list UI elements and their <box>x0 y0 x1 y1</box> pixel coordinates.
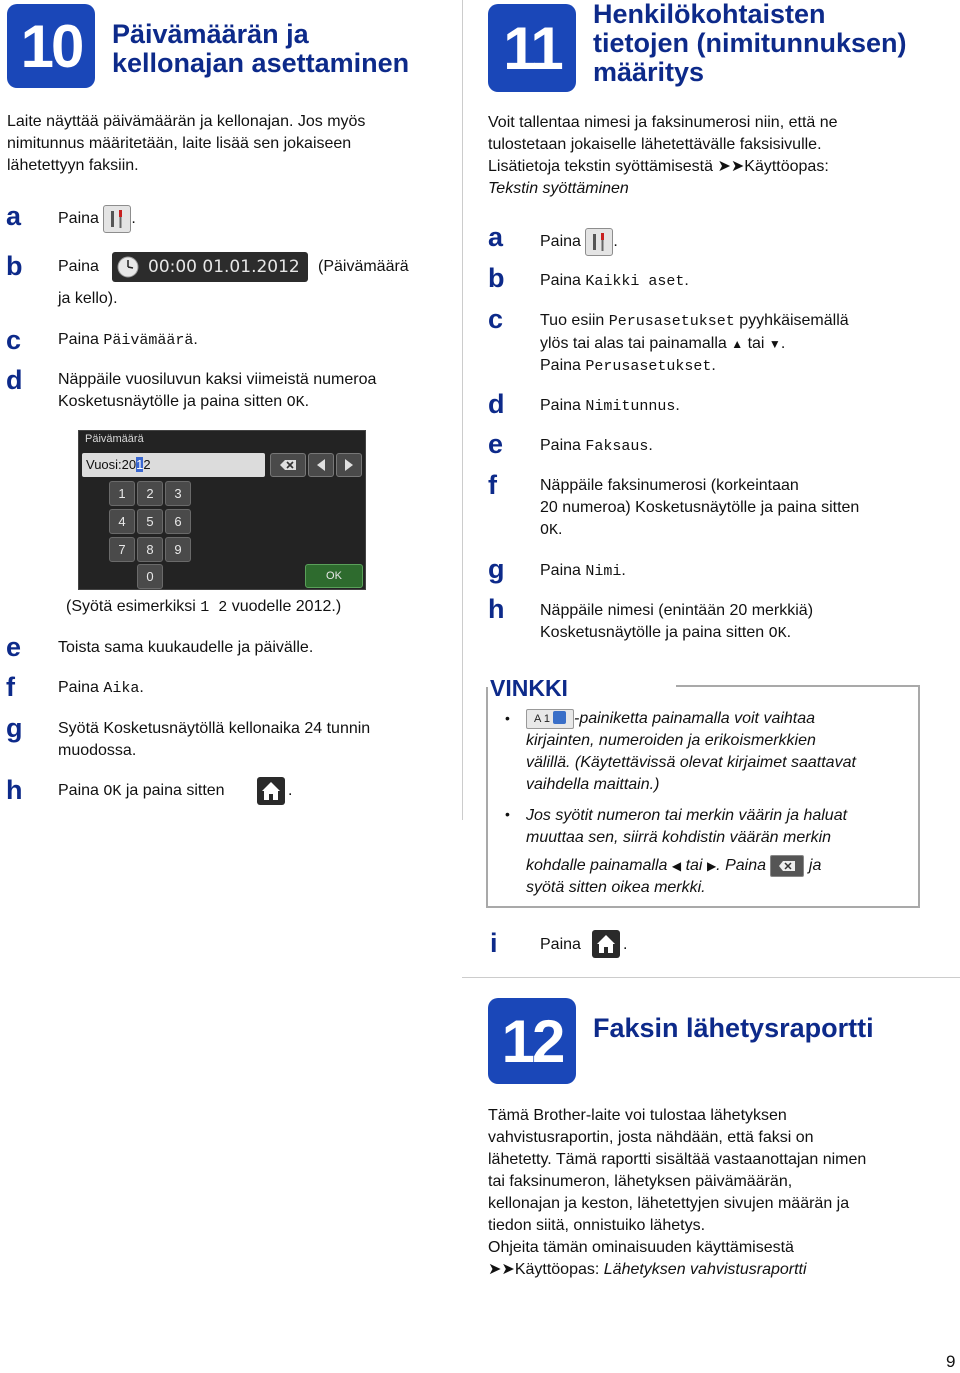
arrow-up-icon: ▲ <box>731 337 744 351</box>
date-time-display: 00:00 01.01.2012 <box>148 257 300 277</box>
lcd-key[interactable]: 4 <box>109 509 135 534</box>
tip-1 <box>526 708 856 796</box>
intro-text <box>7 111 365 177</box>
vinkki-title: VINKKI <box>490 675 568 701</box>
text-line: Laite näyttää päivämäärän ja kellonajan. Jos myös <box>7 113 366 130</box>
step-b <box>58 256 99 278</box>
lcd-key[interactable]: 2 <box>137 481 163 506</box>
title-line: määritys <box>593 57 705 87</box>
double-arrow-icon: ➤➤ <box>717 158 745 175</box>
field-value: 20 <box>121 457 137 472</box>
lcd-backspace-button[interactable] <box>270 453 306 477</box>
tip-text: ja <box>808 857 822 875</box>
step-letter: a <box>488 222 504 252</box>
step-text: Paina <box>58 210 99 228</box>
code-text: OK <box>103 783 122 800</box>
abc-key-icon <box>526 709 574 729</box>
section12-body <box>488 1105 866 1281</box>
arrow-right-icon: ▶ <box>706 859 717 874</box>
text-line: Lähetyksen vahvistusraportti <box>603 1261 807 1278</box>
step-text: Paina <box>540 397 581 414</box>
field-value: 2 <box>143 457 151 472</box>
step-text: Syötä Kosketusnäytöllä kellonaika 24 tunnin <box>58 720 371 737</box>
code-text: Perusasetukset <box>585 358 712 375</box>
tip-2 <box>526 805 847 899</box>
title-line: Päivämäärän ja <box>112 19 309 49</box>
step-e <box>540 435 653 458</box>
lcd-key[interactable]: 5 <box>137 509 163 534</box>
column-divider <box>462 0 463 820</box>
step-c <box>540 310 849 378</box>
tip-text: . Paina <box>716 857 766 875</box>
step-text: Paina <box>540 357 581 374</box>
title-line: tietojen (nimitunnuksen) <box>593 28 907 58</box>
caption-text: vuodelle 2012.) <box>231 598 342 615</box>
lcd-title: Päivämäärä <box>85 433 144 445</box>
step-text: pyyhkäisemällä <box>739 312 849 329</box>
step-letter: c <box>488 304 504 334</box>
tip-text: vaihdella maittain.) <box>526 776 660 793</box>
code-text: OK <box>286 394 305 411</box>
step-text: Paina <box>540 936 581 953</box>
step-a <box>540 228 618 256</box>
step-number-box <box>488 998 576 1084</box>
step-letter: f <box>488 470 497 500</box>
step-letter: e <box>488 429 504 459</box>
step-text: Näppäile vuosiluvun kaksi viimeistä numeroa <box>58 371 377 388</box>
step-text: Paina <box>58 679 99 696</box>
step-g <box>540 560 626 583</box>
text-line: Lisätietoja tekstin syöttämisestä <box>488 158 713 175</box>
tip-text: kohdalle painamalla <box>526 857 668 875</box>
step-e: Toista sama kuukaudelle ja päivälle. <box>58 639 314 656</box>
clock-icon <box>116 255 140 279</box>
tip-text: Jos syötit numeron tai merkin väärin ja haluat <box>526 807 848 824</box>
code-text: Nimi <box>585 563 622 580</box>
step-number-box <box>488 4 576 92</box>
section-title: Faksin lähetysraportti <box>593 1013 874 1043</box>
chip-label: A 1 <box>534 712 550 725</box>
code-text: OK <box>540 522 559 539</box>
step-a <box>58 205 136 233</box>
text-line: kellonajan ja keston, lähetettyjen sivujen määrän ja <box>488 1195 850 1212</box>
lcd-ok-button[interactable]: OK <box>305 564 363 588</box>
text-line: Ohjeita tämän ominaisuuden käyttämisestä <box>488 1239 794 1256</box>
code-text: Kaikki aset <box>585 273 685 290</box>
step-text: . <box>786 624 792 641</box>
step-text: . <box>675 397 680 414</box>
step-text: . <box>613 233 618 251</box>
arrow-left-icon <box>309 454 333 476</box>
lcd-key[interactable]: 7 <box>109 537 135 562</box>
step-text: Kosketusnäytölle ja paina sitten <box>58 393 283 410</box>
text-line: Tämä Brother-laite voi tulostaa lähetyksen <box>488 1107 787 1124</box>
section-divider <box>462 977 960 978</box>
tip-text: muuttaa sen, siirrä kohdistin väärän merkin <box>526 829 832 846</box>
text-line: tiedon siitä, onnistuiko lähetys. <box>488 1217 706 1234</box>
step-text: muodossa. <box>58 742 137 759</box>
step-text: ja kello). <box>58 290 118 307</box>
step-text: Näppäile nimesi (enintään 20 merkkiä) <box>540 602 814 619</box>
step-letter: f <box>6 672 15 702</box>
field-label: Vuosi: <box>86 457 122 472</box>
step-g <box>58 718 370 762</box>
caption-text: (Syötä esimerkiksi <box>66 598 196 615</box>
step-number-box <box>7 4 95 88</box>
bullet: • <box>505 710 510 726</box>
title-line: Henkilökohtaisten <box>593 0 826 29</box>
code-text: 1 2 <box>200 599 228 616</box>
step-text: Näppäile faksinumerosi (korkeintaan <box>540 477 799 494</box>
step-letter: b <box>6 251 23 281</box>
step-text: Paina <box>58 258 99 275</box>
lcd-input-field[interactable] <box>82 453 265 477</box>
code-text: Aika <box>103 680 140 697</box>
bullet: • <box>505 806 510 822</box>
settings-tools-icon[interactable] <box>103 205 131 233</box>
code-text: Perusasetukset <box>608 313 735 330</box>
tip-text: tai <box>685 857 703 875</box>
tip-text: välillä. (Käytettävissä olevat kirjaimet saattavat <box>526 754 856 771</box>
text-line: Käyttöopas: <box>744 158 829 175</box>
text-line: tai faksinumeron, lähetyksen päivämäärän, <box>488 1173 793 1190</box>
step-h <box>58 780 225 803</box>
intro-text <box>488 112 838 200</box>
step-f <box>540 475 859 542</box>
lcd-screen <box>78 430 366 590</box>
step-text: . <box>684 272 689 289</box>
step-text: (Päivämäärä <box>318 258 409 275</box>
lcd-key[interactable]: 8 <box>137 537 163 562</box>
double-arrow-icon: ➤➤ <box>488 1261 515 1278</box>
lcd-key[interactable]: 3 <box>165 481 191 506</box>
tip-text: syötä sitten oikea merkki. <box>526 879 706 897</box>
step-text: . <box>648 437 653 454</box>
step-text: . <box>304 393 310 410</box>
step-letter: e <box>6 632 22 662</box>
lcd-caption <box>66 596 341 619</box>
section-title <box>112 20 409 78</box>
text-line: Voit tallentaa nimesi ja faksinumerosi niin, että ne <box>488 114 838 131</box>
step-letter: c <box>6 325 22 355</box>
step-text: . <box>623 936 628 953</box>
date-time-button[interactable] <box>112 252 308 282</box>
step-text: Paina <box>58 331 99 348</box>
step-text: . <box>131 210 136 228</box>
step-number: 12 <box>501 1007 563 1075</box>
step-text: Paina <box>540 233 581 251</box>
code-text: Faksaus <box>585 438 649 455</box>
text-line: Tekstin syöttäminen <box>488 180 629 197</box>
step-text: ja paina sitten <box>125 782 225 799</box>
text-line: lähetettyyn faksiin. <box>7 157 139 174</box>
step-letter: a <box>6 201 22 231</box>
backspace-key-icon <box>770 855 804 877</box>
step-text: tai <box>747 335 765 352</box>
step-text: . <box>288 782 293 799</box>
step-f <box>58 677 144 700</box>
step-b <box>540 270 689 293</box>
arrow-down-icon: ▼ <box>768 337 781 351</box>
step-letter: h <box>488 594 505 624</box>
text-line: vahvistusraportin, josta nähdään, että faksi on <box>488 1129 814 1146</box>
step-text: . <box>139 679 144 696</box>
text-line: lähetetty. Tämä raportti sisältää vastaanottajan nimen <box>488 1151 867 1168</box>
code-text: Nimitunnus <box>585 398 676 415</box>
step-letter: d <box>6 365 23 395</box>
section-title <box>593 0 907 87</box>
step-letter: i <box>490 928 498 958</box>
settings-tools-icon[interactable] <box>585 228 613 256</box>
title-line: kellonajan asettaminen <box>112 48 410 78</box>
step-number: 10 <box>20 12 82 80</box>
step-letter: g <box>488 554 505 584</box>
lcd-key[interactable]: 6 <box>165 509 191 534</box>
step-text: . <box>558 521 563 538</box>
tip-text: kirjainten, numeroiden ja erikoismerkkien <box>526 732 816 749</box>
text-line: Käyttöopas: <box>514 1261 600 1278</box>
step-h <box>540 600 813 645</box>
tip-text: -painiketta painamalla voit vaihtaa <box>574 710 816 727</box>
arrow-left-icon: ◀ <box>671 859 682 874</box>
step-text: Tuo esiin <box>540 312 605 329</box>
step-text: ylös tai alas tai painamalla <box>540 335 727 352</box>
step-text: Paina <box>540 272 581 289</box>
home-icon[interactable] <box>592 930 620 958</box>
step-text: . <box>621 562 626 579</box>
text-line: tulostetaan jokaiselle lähetettävälle faksisivulle. <box>488 136 822 153</box>
step-text: . <box>780 335 786 352</box>
lcd-left-button[interactable] <box>308 453 334 477</box>
step-text: 20 numeroa) Kosketusnäytölle ja paina sitten <box>540 499 860 516</box>
step-letter: b <box>488 263 505 293</box>
field-cursor: 1 <box>136 457 144 472</box>
step-text: . <box>711 357 716 374</box>
home-icon[interactable] <box>257 777 285 805</box>
step-letter: g <box>6 713 23 743</box>
lcd-key[interactable]: 9 <box>165 537 191 562</box>
lcd-right-button[interactable] <box>336 453 362 477</box>
text-line: nimitunnus määritetään, laite lisää sen jokaiseen <box>7 135 352 152</box>
backspace-icon <box>271 454 305 476</box>
step-text: Paina <box>540 562 581 579</box>
step-text: Kosketusnäytölle ja paina sitten <box>540 624 765 641</box>
step-text: Paina <box>58 782 99 799</box>
step-c <box>58 329 198 352</box>
step-d <box>58 369 376 414</box>
code-text: OK <box>768 625 787 642</box>
step-d <box>540 395 680 418</box>
step-letter: d <box>488 389 505 419</box>
lcd-key[interactable]: 0 <box>137 564 163 589</box>
code-text: Päivämäärä <box>103 332 194 349</box>
step-text: . <box>193 331 198 348</box>
step-i <box>540 934 581 956</box>
page-number: 9 <box>946 1352 956 1371</box>
arrow-right-icon <box>337 454 361 476</box>
lcd-key[interactable]: 1 <box>109 481 135 506</box>
step-number: 11 <box>503 14 561 82</box>
step-letter: h <box>6 775 23 805</box>
step-text: Paina <box>540 437 581 454</box>
